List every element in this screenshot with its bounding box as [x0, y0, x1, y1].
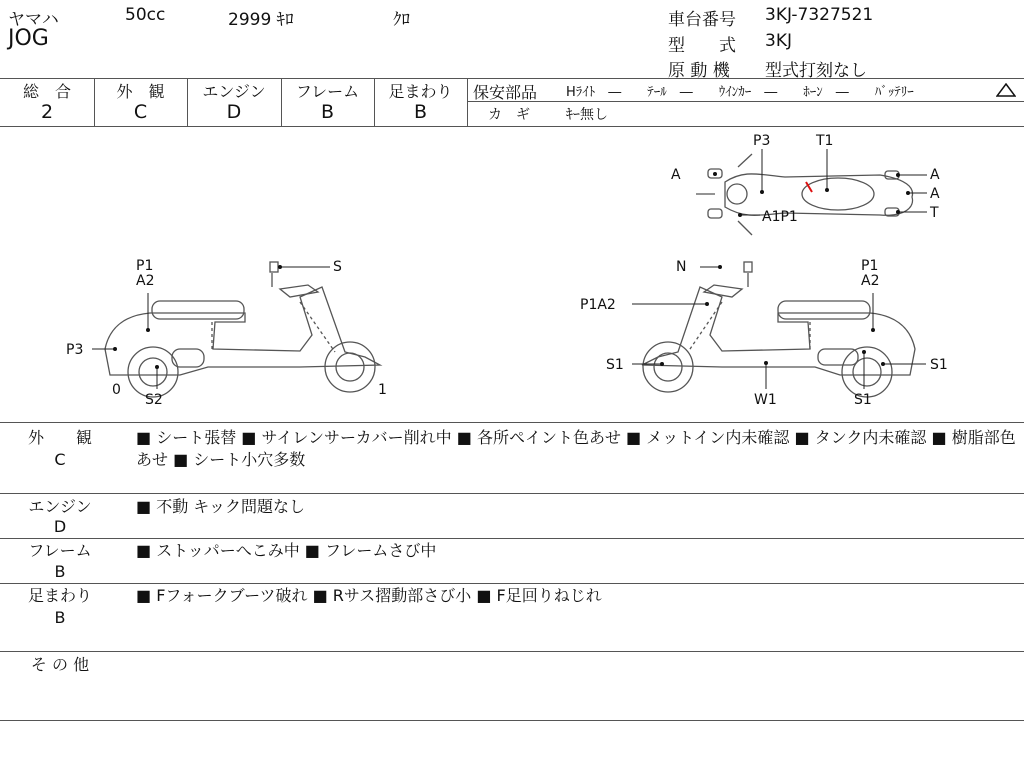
key-value: ｷｰ無し: [566, 107, 608, 123]
label-s1-front: S1: [606, 357, 624, 373]
label-p3-top: P3: [753, 133, 771, 149]
score-header-suspension: 足まわり: [388, 82, 453, 101]
label-a-rear-2: A: [930, 186, 940, 202]
frame-no-label: 車台番号: [668, 10, 736, 30]
score-engine: D: [226, 101, 242, 123]
label-p1a2-right: P1A2: [580, 297, 616, 313]
divider: [467, 78, 468, 126]
score-total: 2: [40, 101, 54, 123]
model-code: 3KJ: [765, 31, 792, 51]
score-header-exterior: 外 観: [116, 82, 165, 101]
score-header-total: 総 合: [22, 82, 71, 101]
label-a2-right: A2: [861, 273, 880, 289]
label-p1-left: P1: [136, 258, 154, 274]
key-label: カ ギ: [488, 107, 530, 123]
section-grade-exterior: C: [54, 450, 66, 469]
section-grade-frame: B: [54, 562, 66, 581]
color: ｸﾛ: [393, 10, 410, 30]
label-w1: W1: [754, 392, 777, 408]
divider: [0, 538, 1024, 539]
safety-items: Hﾗｲﾄ ― ﾃｰﾙ ― ｳｲﾝｶｰ ― ﾎｰﾝ ― ﾊﾞｯﾃﾘｰ: [566, 85, 914, 100]
mileage: 2999 ｷﾛ: [228, 10, 294, 30]
label-p1-right: P1: [861, 258, 879, 274]
scooter-top-view: [696, 154, 913, 235]
label-0-left: 0: [112, 382, 121, 398]
section-text-engine: ■ 不動 キック問題なし: [136, 497, 305, 516]
engine-value: 型式打刻なし: [765, 61, 867, 81]
engine-label: 原 動 機: [668, 61, 730, 81]
label-s2-left: S2: [145, 392, 163, 408]
label-a-front: A: [671, 167, 681, 183]
label-t-rear: T: [930, 205, 939, 221]
label-s-left: S: [333, 259, 342, 275]
score-exterior: C: [133, 101, 148, 123]
section-text-frame: ■ ストッパーへこみ中 ■ フレームさび中: [136, 541, 437, 560]
score-header-frame: フレーム: [295, 82, 360, 101]
frame-no: 3KJ-7327521: [765, 5, 874, 25]
divider: [467, 101, 1024, 102]
section-label-suspension: 足まわり: [27, 586, 92, 605]
label-1-left: 1: [378, 382, 387, 398]
label-p3-left: P3: [66, 342, 84, 358]
triangle-icon: [996, 83, 1016, 97]
model-code-label: 型 式: [668, 36, 736, 56]
section-label-other: そ の 他: [30, 655, 90, 674]
divider: [0, 651, 1024, 652]
damage-diagram: [0, 127, 1024, 422]
score-header-engine: エンジン: [202, 82, 266, 101]
score-frame: B: [320, 101, 335, 123]
divider: [0, 493, 1024, 494]
section-label-engine: エンジン: [28, 497, 92, 516]
label-n-right: N: [676, 259, 687, 275]
section-text-suspension: ■ Fフォークブーツ破れ ■ Rサス摺動部さび小 ■ F足回りねじれ: [136, 586, 602, 605]
section-label-frame: フレーム: [28, 541, 92, 560]
section-grade-engine: D: [53, 517, 67, 536]
model-name: JOG: [8, 26, 49, 51]
score-suspension: B: [413, 101, 428, 123]
section-label-exterior: 外 観: [27, 428, 92, 447]
divider: [0, 583, 1024, 584]
label-a-rear-1: A: [930, 167, 940, 183]
divider: [0, 720, 1024, 721]
divider: [0, 422, 1024, 423]
maker: ヤマハ: [8, 10, 59, 30]
label-s1-bottom: S1: [854, 392, 872, 408]
label-s1-rear: S1: [930, 357, 948, 373]
label-a2-left: A2: [136, 273, 155, 289]
label-a1p1-top: A1P1: [762, 209, 798, 225]
label-t1-top: T1: [816, 133, 834, 149]
displacement: 50cc: [125, 5, 166, 25]
section-grade-suspension: B: [54, 608, 66, 627]
safety-label: 保安部品: [473, 83, 538, 102]
section-text-exterior: ■ シート張替 ■ サイレンサーカバー削れ中 ■ 各所ペイント色あせ ■ メットイン内未確認 ■ タンク内未確認 ■ 樹脂部色あせ ■ シート小穴多数: [136, 428, 1016, 469]
